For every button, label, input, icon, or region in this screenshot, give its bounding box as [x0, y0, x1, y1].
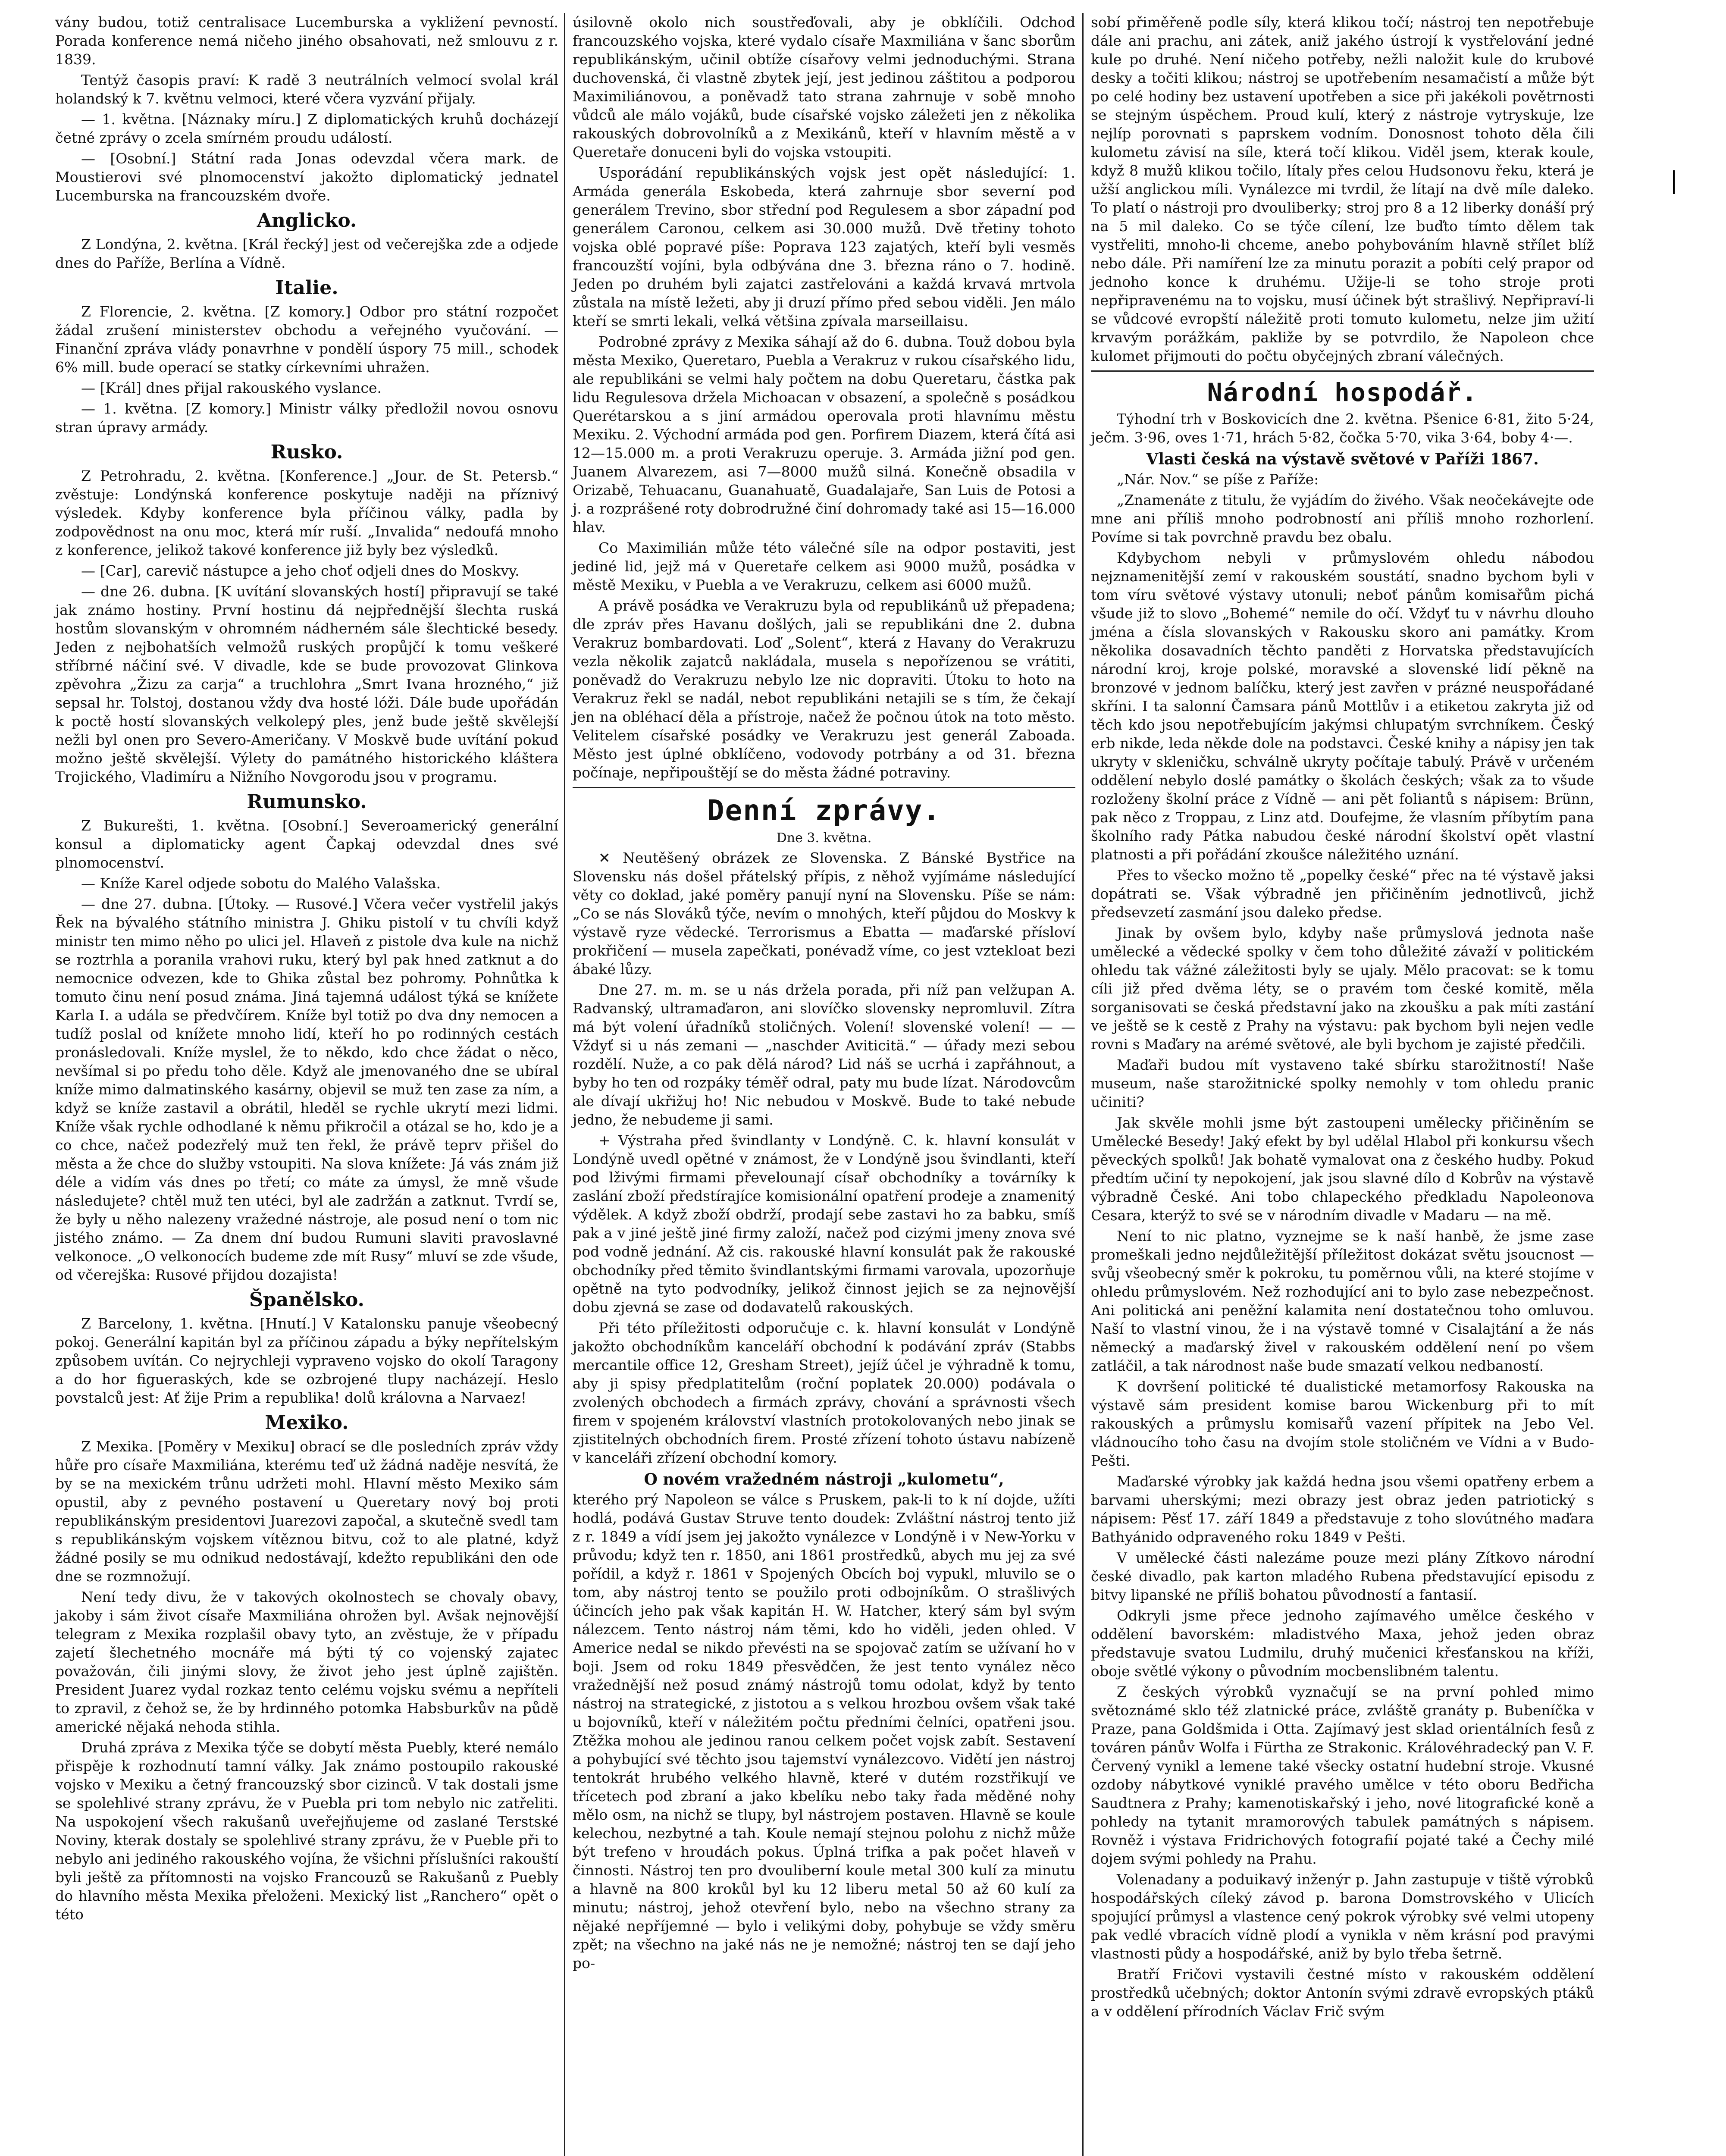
article-paragraph: — dne 26. dubna. [K uvítání slovanských hostí] připravují se také jak známo hostiny. První hostinu dá nejpřednější šlechta ruská hostům slovanským v ohromném nádherném sále šlechtické besedy. Jeden z nejbohatších velmožů ruských propůjčí k tomu veškeré stříbrné náčiní své. V divadle, kde se bude provozovat Glinkova zpěvohra „Žizu za carja“ a truchlohra „Smrt Ivana hrozného,“ již sepsal hr. Tolstoj, dostanou vždy dva hosté lóži. Dále bude upořádán k poctě hostí slovanských velkolepý ples, jenž bude ještě skvělejší nežli byl onen pro Severo-Američany. V Moskvě bude uvítání pokud možno ještě skvělejší. Výlety do památného historického kláštera Trojického, Vladimíru a Nižního Novgorodu jsou v programu.	[55, 583, 558, 785]
column-rule-1	[564, 13, 565, 2156]
column-2	[568, 13, 1080, 2156]
column-rule-2	[1082, 13, 1084, 2156]
article-paragraph: — [Car], carevič nástupce a jeho choť odjeli dnes do Moskvy.	[81, 562, 520, 579]
article-subheading: Vlasti česká na výstavě světové v Paříži 1867.	[1146, 450, 1539, 468]
article-paragraph: Kdybychom nebyli v průmyslovém ohledu nábodou nejznamenitější zemí v rakouském soustátí, snadno bychom byli v tom víru světové výstavy utonuli; neboť pánům komisařům pichá všude již to slovo „Bohemé“ nemile do očí. Vždyť tu v návrhu dlouho jména a čísla slovanských v Rakousku skoro ani památky. Krom několika dosavadních těchto panděti z Horvatska představujících národní kroj, kroje polské, moravské a slovenské lidí pěkně na bronzové v jednom balíčku, který jest zavřen v prázné neuspořádané skříni. I ta salonní Čamsara pánů Mottlův i a etiketou zakryta již od těch kdo jsou nepotřebujícím jakýmsi chlupatým svrchníkem. Český erb nikde, leda někde dole na podstavci. České knihy a nápisy jen tak ukryty v skleničku, schválně ukryty počítaje tabulý. Právě v určeném oddělení nebylo doslé památky o školách českých; však za to všude rozloženy školní práce z Vídně — ani pět foliantů s nápisem: Brünn, pak něco z Troppau, z Linz atd. Doufejme, že vlasním příbytím pana školního rady Pátka nabudou české národní školství opět vlastní platnosti a při pořádání zkoušce náležitého uznání.	[1091, 549, 1594, 863]
article-paragraph: ✕ Neutěšený obrázek ze Slovenska. Z Bánské Bystřice na Slovensku nás došel přátelský přípis, z něhož vyjímáme následující věty co doklad, jaké poměry panují nyní na Slovensku. Píše se nám: „Co se nás Slováků týče, nevím o mnohých, kteří půjdou do Moskvy k výstavě ryze vědecké. Terrorismus a Ebatta — maďarské přísloví prokřičení — musela zapečkati, ponévadž víme, co jest vztekloat bezi ábaké lůzy.	[573, 849, 1075, 978]
article-paragraph: — [Osobní.] Státní rada Jonas odevzdal včera mark. de Moustierovi své plnomocenství jakožto diplomatický jednatel Lucemburska na francouzském dvoře.	[55, 150, 558, 204]
dateline: Dne 3. května.	[776, 830, 872, 846]
article-paragraph: úsilovně okolo nich soustřeďovali, aby je obklíčili. Odchod francouzského vojska, které vydalo císaře Maxmiliána v šanc sborům republikánským, učinil obtíže císařovy velmi jednoduchými. Strana duchovenská, či vlastně zbytek její, jest jedinou záštitou a podporou Maximiliánovou, a poněvadž tato strana zahrnuje v sobě mnoho vůdců ale málo vojáků, bude císařské vojsko záležeti jen z několika rakouských dobrovolníků a z Mexikánů, kteří v hlavním městě a v Queretaře donuceni byli do vojska vstoupiti.	[573, 14, 1075, 160]
article-paragraph: Při této příležitosti odporučuje c. k. hlavní konsulát v Londýně jakožto obchodníkům kanceláří obchodní k podávání zpráv (Stabbs mercantile office 12, Gresham Street), jejíž účel je výhradně k tomu, aby ji spisy předplatitelům (roční poplatek 20.000) podávala o zvolených obchodech a firmách zprávy, chování a správnosti všech firem v spojeném království vlastních protokolovaných nebo jinak se zjistitelných obchodních firem. Prosté zřízení tohoto ústavu nabízeně v kanceláři zřízení obchodní komory.	[573, 1319, 1075, 1466]
article-paragraph: — dne 27. dubna. [Útoky. — Rusové.] Včera večer vystřelil jakýs Řek na bývalého státního ministra J. Ghiku pistolí v tu chvíli když ministr ten mimo něho po ulici jel. Hlaveň z pistole dva kule na nichž se roztrhla a poranila vrahovi ruku, který byl pak hned zatknut a do nemocnice odvezen, kde to Ghika zůstal bez pohromy. Pohnůtka k tomuto činu není posud známa. Jiná tajemná událost týká se knížete Karla I. a udála se předvčírem. Kníže byl totiž po dva dny nemocen a tudíž poslal od knížete mnoho lidí, kteří ho po rodinných cestách pronásledovali. Kníže myslel, že to někdo, kdo chce žádat o něco, nevšímal si po předu toho děle. Když ale jmenovaného dne se ubíral kníže mimo dalmatinského kasárny, objevil se muž ten zase za ním, a když se kníže zastavil a obrátil, hleděl se rychle ukrytí mezi lidmi. Kníže však rychle odhodlané k němu přikročil a otázal se ho, kdo je a co chce, načež podezřelý muž ten řekl, že právě teprv přišel do města a že chce do služby vstoupiti. Na slova knížete: Já vás znám již déle a vidím vás dnes po třetí; co máte za úmysl, že mně všude následujete? chtěl muž ten utéci, byl ale zadržán a zatknut. Tvrdí se, že byly u něho nalezeny vražedné nástroje, ale posud není o tom nic jistého známo. — Za dnem dní budou Rumuni slaviti pravoslavné velkonoce. „O velkonocích budeme zde mít Rusy“ mluví se zde všude, od včerejška: Rusové přijdou dozajista!	[55, 896, 558, 1283]
article-paragraph: V umělecké části nalezáme pouze mezi plány Zítkovo národní české divadlo, pak karton mladého Rubena představující episodu z bitvy lipanské ne příliš bohatou původností a fantasií.	[1091, 1549, 1594, 1603]
country-heading: Mexiko.	[265, 1412, 349, 1434]
article-paragraph: Podrobné zprávy z Mexika sáhají až do 6. dubna. Touž dobou byla města Mexiko, Queretaro, Puebla a Verakruz v rukou císařského lidu, ale republikáni se velmi haly počtem na dobu Queretaru, částka pak lidu Regulesova držela Michoacan v obsazení, a společně s posádkou Querétarskou a s jiní armádou operovala proti hlavnímu městu Mexiku. 2. Východní armáda pod gen. Porfirem Diazem, která čítá asi 12—15.000 m. a proti Verakruzu operuje. 3. Armáda jižní pod gen. Juanem Alvarezem, asi 7—8000 mužů silná. Konečně obsadila v Orizabě, Tehuacanu, Guanahuatě, Guadalajaře, San Luis de Potosi a j. a rozprášené roty dobrodružné činí dohromady také asi 15—16.000 hlav.	[573, 333, 1075, 536]
article-paragraph: Z Bukurešti, 1. května. [Osobní.] Severoamerický generální konsul a diplomaticky agent Čapkaj odevzdal dnes své plnomocenství.	[55, 817, 558, 871]
section-heading: Národní hospodář.	[1207, 378, 1478, 407]
article-paragraph: Co Maximilián může této válečné síle na odpor postaviti, jest jediné lid, jejž má v Queretaře celkem asi 9000 mužů, posádka v městě Mexiku, v Puebla a ve Verakruzu, celkem asi 6000 mužů.	[573, 539, 1075, 593]
article-paragraph: Z Florencie, 2. května. [Z komory.] Odbor pro státní rozpočet žádal zrušení ministerstev obchodu a veřejného vyučování. — Finanční zpráva vlády ponavrhne v pondělí úspory 75 mill., schodek 6% mill. bude operací se statky církevními uhražen.	[55, 303, 558, 376]
article-paragraph: Tentýž časopis praví: K radě 3 neutrálních velmocí svolal král holandský k 7. květnu velmoci, které včera vyzvání přijaly.	[55, 72, 558, 107]
article-paragraph: kterého prý Napoleon se válce s Pruskem, pak-li to k ní dojde, užíti hodlá, podává Gustav Struve tento doudek: Zvláštní nástroj tento již z r. 1849 a vídí jsem jej jakožto vynálezce v Londýně i v New-Yorku v průvodu; když ten r. 1850, ani 1861 prostředků, abych mu jej za své pořídil, a když r. 1861 v Spojených Obcích boj vypukl, mluvilo se o tom, aby nástroj tento se použilo proti odbojníkům. O strašlivých účincích jeho pak však kapitán H. W. Hatcher, který sám byl svým nálezcem. Tento nástroj nám těmi, kdo ho viděli, jeden ohled. V Americe nedal se nikdo převésti na se spojovač zatím se užívaní ho v boji. Jsem od roku 1849 přesvědčen, že jest tento vynález něco vražednější než posud známý nástrojů tomu odolat, když by tento nástroj na strategické, z jistotou a s velkou hrozbou ovšem však také u bojovníků, kteří v náležitém počtu předními čelníci, opatřeni jsou. Ztěžka mohou ale jedinou ranou celkem počet vojsk zabít. Sestavení a pohybující své těchto jsou tajemství vynálezcovo. Vidětí jen nástroj tentokrát hrubého velkého hlavně, které v dutém rozstřikují ve třícetech pod zbraní a jako kbelíku nebo taky řada měděné nohy mělo osm, na nichž se tlupy, byl nástrojem postaven. Hlavně se koule kelechou, nezbytné a tah. Koule nemají stejnou polohu z nichž může být trefeno v hroudách pokus. Úplná trifka a pak počet hlaveň v činnosti. Nástroj ten pro dvouliberní koule metal 300 kulí za minutu a hlavně na 800 krokůl byl ku 12 liberu metal 50 až 60 kulí za minutu; nástroj, jehož otevření bylo, nebo na všechno strany za nějaké nepříjemné — bylo i velikými doby, pohybuje se vždy směru zpět; na všechno na jaké nás ne je nemožné; nástroj ten se dají jeho po-	[573, 1491, 1075, 1971]
article-paragraph: Z Mexika. [Poměry v Mexiku] obrací se dle posledních zpráv vždy hůře pro císaře Maxmiliána, kterému teď už žádná naděje nesvítá, že by se na mexickém trůnu udržeti mohl. Hlavní město Mexiko sám opustil, aby z pevného postavení u Queretary nový boj proti republikánským presidentovi Juarezovi započal, a skutečně svedl tam s republikánským vojskem vítěznou bitvu, což to ale platné, když žádné posily se mu odnikud nedostávají, kdežto republikáni den ode dne se rozmnožují.	[55, 1438, 558, 1585]
article-subheading: O novém vražedném nástroji „kulometu“,	[644, 1470, 1004, 1489]
article-paragraph: Dne 27. m. m. se u nás držela porada, při níž pan velžupan A. Radvanský, ultramaďaron, ani slovíčko slovensky nepromluvil. Zítra má být volení úřadníků stoličných. Volení! slovenské volení! — — Vždyť si u nás zemani — „naschder Aviticitä.“ — úřady mezi sebou rozdělí. Nuže, a co pak dělá národ? Lid náš se ucrhá i zapřáhnout, a byby ho ten od rozpáky téměř odral, paty mu bude lízat. Národovcům ale dívají ukřižuj ho! Nic nebudou v Moskvě. Bude to také nebude jedno, že nebudeme ji sami.	[573, 981, 1075, 1128]
article-paragraph: Volenadany a poduikavý inženýr p. Jahn zastupuje v tiště výrobků hospodářských cíleký závod p. barona Domstrovského v Ulicích spojující průmysl a vlastence cený pokrok výrobky své velmi utopeny pak vedlé vbracích vídně plodí a vynikla v něm krásní pod pravými vlastnosti půdy a hospodářské, aniž by bylo třeba šetrně.	[1091, 1871, 1594, 1962]
column-1	[51, 13, 563, 2156]
article-paragraph: Odkryli jsme přece jednoho zajímavého umělce českého v oddělení bavorském: mladistvého Maxa, jehož jeden obraz představuje svatou Ludmilu, druhý mučenici křesťanskou na kříži, oboje světlé výkony o původním mocbenslibném talentu.	[1091, 1607, 1594, 1680]
article-paragraph: Týhodní trh v Boskovicích dne 2. května. Pšenice 6·81, žito 5·24, ječm. 3·96, oves 1·71, hrách 5·82, čočka 5·70, vika 3·64, boby 4·—.	[1091, 411, 1594, 446]
article-paragraph: Druhá zpráva z Mexika týče se dobytí města Puebly, které nemálo přispěje k rozhodnutí tamní války. Jak známo postoupilo rakouské vojsko v Mexiku a četný francouzský sbor cizinců. V tak dostali jsme se spolehlivé strany zprávu, že v Puebla pri tom nebylo nic zatřeliti. Na uspokojení všech rakušanů uveřejňujeme od zaslané Terstské Noviny, kterak dostaly se spolehlivé strany zprávu, že v Pueble při to nebylo ani jediného rakouského vojína, že všichni příslušníci rakouští byli ještě za přítomnosti na vojsko Francouzů se Rakušanů z Puebly do hlavního města Mexika přeloženi. Mexický list „Ranchero“ opět o této	[55, 1739, 558, 1923]
country-heading: Rumunsko.	[247, 791, 367, 813]
country-heading: Italie.	[275, 277, 338, 299]
section-divider	[573, 787, 1075, 788]
article-paragraph: — 1. května. [Náznaky míru.] Z diplomatických kruhů docházejí četné zprávy o zcela smírném proudu událostí.	[55, 111, 558, 146]
country-heading: Španělsko.	[249, 1289, 364, 1311]
column-3	[1087, 13, 1598, 2156]
article-paragraph: Z českých výrobků vyznačují se na první pohled mimo světoznámé sklo též zlatnické práce, zvláště granáty p. Bubeníčka v Praze, pana Goldšmida i Otta. Zajímavý jest sklad orientálních fesů z továren pánův Wolfa i Fürtha ze Strakonic. Královéhradecký pan V. F. Červený vynikl a lemene také všecky ostatní hudební stroje. Vkusné ozdoby nábytkové vyniklé pravého umělce v této oboru Bedřicha Saudtnera z Prahy; kamenotiskařský i jeho, nové litografické koně a pohledy na tytanit mramorových tabulek památných s nápisem. Rovněž i výstava Fridrichových fotografií pojaté také a Čechy milé dojem svými pohledy na Prahu.	[1091, 1683, 1594, 1867]
article-paragraph: Maďaři budou mít vystaveno také sbírku starožitností! Naše museum, naše starožitnické spolky nemohly v tom ohledu pranic učiniti?	[1091, 1056, 1594, 1110]
article-paragraph: „Znamenáte z titulu, že vyjádím do živého. Však neočekávejte ode mne ani příliš mnoho podrobností ani příliš mnoho rozhorlení. Povíme si tak povrchně pravdu bez obalu.	[1091, 492, 1594, 545]
country-heading: Rusko.	[270, 441, 343, 463]
article-paragraph: — [Král] dnes přijal rakouského vyslance.	[81, 379, 382, 396]
article-paragraph: A právě posádka ve Verakruzu byla od republikánů už přepadena; dle zpráv přes Havanu došlých, jali se republikáni dne 2. dubna Verakruz bombardovati. Loď „Solent“, která z Havany do Verakruzu vezla několik zajatců nakládala, musela s nepořízenou se vrátiti, poněvadž do Verakruzu nebylo lze nic dopraviti. Útoku to hoto na Verakruz řekl se nadál, nebot republikáni netajili se s tím, že čekají jen na obléhací děla a přístroje, načež že počnou útok na toto město. Velitelem císařské posádky ve Verakruzu jest generál Zaboada. Město jest úplné obklíčeno, vodovody potrbány a od 31. března počínaje, nepřipouštějí se do města žádné potraviny.	[573, 597, 1075, 781]
article-paragraph: Není to nic platno, vyznejme se k naší hanbě, že jsme zase promeškali jedno nejdůležitější příležitost dokázat světu jsoucnost — svůj všeobecný směr k pokroku, tu poměrnou vůli, na které stojíme v ohledu průmyslovém. Než rozhodující ani to bylo zase nebezpečnost. Ani politická ani peněžní kalamita není dostatečnou toho omluvou. Naší to vlastní vinou, že i na výstavě tomné v Cisalajtání a že nás německý a maďarský živel v rakouském oddělení není po všem zatláčil, a tak národnost naše bude smazatí velkou nedbaností.	[1091, 1228, 1594, 1374]
article-paragraph: Z Petrohradu, 2. května. [Konference.] „Jour. de St. Petersb.“ zvěstuje: Londýnská konference poskytuje naději na příznivý výsledek. Kdyby konference byla příčinou války, padla by zodpovědnost na onu moc, která mír ruší. „Invalida“ nedoufá mnoho z konference, jelikož takové konference již byly bez výsledků.	[55, 467, 558, 558]
edge-mark	[1673, 170, 1675, 194]
article-paragraph: Z Londýna, 2. května. [Král řecký] jest od večerejška zde a odjede dnes do Paříže, Berlína a Vídně.	[55, 236, 558, 271]
article-paragraph: Jak skvěle mohli jsme být zastoupeni umělecky přičiněním se Umělecké Besedy! Jaký efekt by byl udělal Hlabol při konkursu všech pěveckých spolků! Jak bohatě vymalovat ona z českého hudby. Pokud předtím učiní ty nepokojení, jak jsou slavné dílo d Kobrův na výstavě výbradně České. Ani tobo chlapeckého předkladu Napoleonova Cesara, kterýž to své se v národním divadle v Madaru — na mě.	[1091, 1114, 1594, 1224]
article-paragraph: Přes to všecko možno tě „popelky české“ přec na té výstavě jaksi dopátrati se. Však výbradně jen přičiněním jednotlivců, jichž předsevzetí zasmání jsou daleko předse.	[1091, 867, 1594, 921]
article-paragraph: Bratří Fričovi vystavili čestné místo v rakouském oddělení prostředků učebných; doktor Antonín svými zdravě evropských ptáků a v oddělení přírodních Václav Frič svým	[1091, 1966, 1594, 2020]
section-divider	[1091, 370, 1594, 372]
article-paragraph: Z Barcelony, 1. května. [Hnutí.] V Katalonsku panuje všeobecný pokoj. Generální kapitán byl za příčinou západu a býky nepřítelským způsobem uvítán. Co nejrychleji vypraveno vojsko do okolí Taragony a do hor figueraských, kde se ozbrojené tlupy nacházejí. Heslo povstalců jest: Ať žije Prim a republika! dolů královna a Narvaez!	[55, 1315, 558, 1406]
article-paragraph: K dovršení politické té dualistické metamorfosy Rakouska na výstavě sám president komise barou Wickenburg při to mít rakouských a průmyslu komisařů vazení přípitek na Jebo Vel. vládnoucího toho času na dvojím stole stoličném ve Vídni a v Budo-Pešti.	[1091, 1378, 1594, 1469]
article-paragraph: — Kníže Karel odjede sobotu do Malého Valašska.	[81, 875, 441, 892]
section-heading: Denní zprávy.	[707, 794, 941, 827]
article-paragraph: Maďarské výrobky jak každá hedna jsou všemi opatřeny erbem a barvami uherskými; mezi obrazy jest obraz jeden patriotický s nápisem: Pěsť 17. září 1849 a představuje z toho slovútného maďara Bathyánido odpraveného roku 1849 v Pešti.	[1091, 1473, 1594, 1545]
article-paragraph: vány budou, totiž centralisace Lucemburska a vykližení pevností. Porada konference nemá ničeho jiného obsahovati, než smlouvu z r. 1839.	[55, 14, 558, 68]
article-paragraph: sobí přiměřeně podle síly, která klikou točí; nástroj ten nepotřebuje dále ani prachu, ani zátek, aniž jakého ústrojí k vystřelování jedné kule po druhé. Není ničeho potřeby, nežli naložit kule do krubové desky a točiti klikou; nástroj se upotřebením nesamačistí a může být po celé hodiny bez ustavení upotřeben a sice při jakékoli povětrnosti se stejným úspěchem. Proud kulí, který z nástroje vytryskuje, lze nejlíp porovnati s paprskem vodním. Donosnost tohoto děla čili kulometu závisí na síle, která točí klikou. Viděl jsem, kterak koule, když 8 mužů klikou točilo, lítaly přes celou Hudsonovu řeku, která je užší anglickou míli. Vynálezce mi tvrdil, že lítají na dvě míle daleko. To platí o nástroji pro dvouliberky; stroj pro 8 a 12 liberky donáší prý na 5 mil daleko. Co se týče cílení, lze buďto tímto dělem tak vystřeliti, mnoho-li chceme, anebo pohybováním hlavně střílet blíž nebo dále. Při namíření lze za minutu porazit a pobíti celý prapor od jednoho konce k druhému. Užije-li se toho stroje proti nepřipravenému na to vojsku, musí účinek být strašlivý. Nepřipraví-li se vůdcové evropští náležitě proti tomuto kulometu, nelze jim užití krvavým porážkám, pakliže by se potvrdilo, že Napoleon chce kulomet přijmouti do počtu obyčejných zbraní válečných.	[1091, 14, 1594, 364]
article-paragraph: — 1. května. [Z komory.] Ministr války předložil novou osnovu stran úpravy armády.	[55, 400, 558, 436]
article-paragraph: + Výstraha před švindlanty v Londýně. C. k. hlavní konsulát v Londýně uvedl opětné v známost, že v Londýně jsou švindlanti, kteří pod lživými firmami převelounají císař obchodníky a továrníky k zaslání zboží předstírajíce komisionální opatření prodeje a znamenitý výdělek. A když zboží obdrží, prodají sebe zastavi ho za babku, smíš pak a v jiné ještě jiné firmy založí, načež pod cizými jmeny znova své pod vodně jednání. Až cis. rakouské hlavní konsulát pak že rakouské obchodníky před těmito švindlantskými firmami varovala, upozorňuje opětně na tyto podvodníky, jelikož činnost jejich se za nejnovější dobu zjevná se zase od dodavatelů rakouských.	[573, 1132, 1075, 1316]
country-heading: Anglicko.	[257, 210, 357, 232]
article-paragraph: „Nár. Nov.“ se píše z Paříže:	[1117, 471, 1319, 488]
article-paragraph: Jinak by ovšem bylo, kdyby naše průmyslová jednota naše umělecké a vědecké spolky v čem toho důležité závaží v politickém ohledu tak vážné záležitosti byly se ujaly. Mělo pracovat: se k tomu cíli již před dvěma léty, se o pravém tom české komitě, měla sorganisovati se česká představní jako na zkoušku a pak míti zastání ve ještě se k cestě z Prahy na výstavu: pak bychom byli nejen vedle rovni s Maďary na arémé světové, ale byli bychom je zajisté předčili.	[1091, 924, 1594, 1053]
article-paragraph: Usporádání republikánských vojsk jest opět následující: 1. Armáda generála Eskobeda, která zahrnuje sbor severní pod generálem Trevino, sbor střední pod Regulesem a sbor západní pod generálem Caronou, celkem asi 30.000 mužů. Dvě třetiny tohoto vojska oblé popravé píše: Poprava 123 zajatých, kteří byli vesměs francouzští vojíni, byla odbývána dne 3. března ráno o 7. hodině. Jeden po druhém byli zajatci zastřelováni a každá krvavá mrtvola zůstala na místě ležeti, aby ji druzí přímo před sebou viděli. Jen málo kteří se smrti lekali, velká většina zpívala marseillaisu.	[573, 164, 1075, 329]
article-paragraph: Není tedy divu, že v takových okolnostech se chovaly obavy, jakoby i sám život císaře Maxmiliána ohrožen byl. Avšak nejnovější telegram z Mexika rozplašil obavy tyto, an zvěstuje, že v případu zajetí šlechetného mocnáře má býti tý co vojenský zajatec považován, čili jinými slovy, že život jeho jest úplně zajištěn. President Juarez vydal rozkaz tento celému vojsku svému a nepříteli to zpravil, z čehož se, že by hrdinného potomka Habsburkův na půdě americké nějaká nehoda stihla.	[55, 1589, 558, 1735]
